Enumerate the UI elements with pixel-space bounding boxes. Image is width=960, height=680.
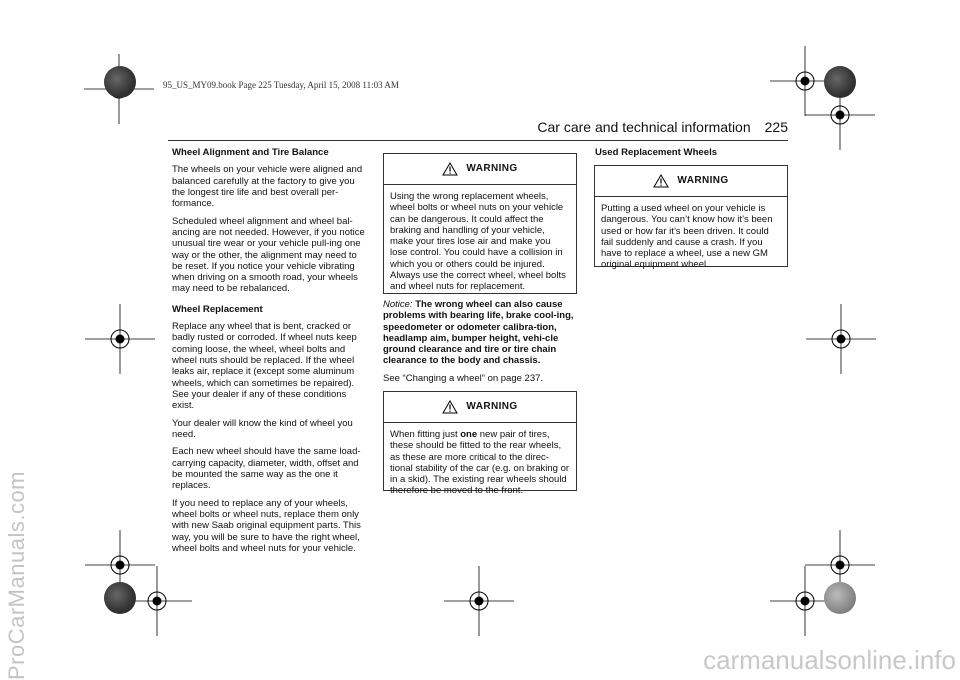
color-bar-dot-icon <box>104 66 136 98</box>
paragraph: Replace any wheel that is bent, cracked or badly rusted or corroded. If wheel nuts keep coming loose, the wheel, wheel bolts and wheel nuts should be replaced. If the wheel leaks air, replace it (except some aluminum wheels, which can sometimes be repaired). See your dealer if any of these conditions exist. <box>172 321 357 412</box>
warning-body: Putting a used wheel on your vehicle is dangerous. You can’t know how it’s been used or how far it’s been driven. It could fail suddenly and cause a crash. If you have to replace a wheel, use a new GM original equipment wheel. <box>601 203 773 271</box>
side-watermark: ProCarManuals.com <box>4 470 29 680</box>
warning-box-used-wheel <box>594 165 788 271</box>
registration-mark-icon <box>444 566 514 636</box>
column-3 <box>595 147 793 164</box>
warning-box-one-pair <box>383 391 577 497</box>
warning-body <box>384 423 576 502</box>
paragraph: Your dealer will know the kind of wheel you need. <box>172 417 353 440</box>
column-1 <box>172 147 370 560</box>
running-head <box>520 119 788 135</box>
registration-mark-icon <box>806 304 876 374</box>
notice-paragraph <box>383 299 583 367</box>
paragraph: Each new wheel should have the same load-carrying capacity, diameter, width, offset and be mounted the same way as the one it replaces. <box>172 446 361 492</box>
warning-body: Using the wrong replacement wheels, wheel bolts or wheel nuts on your vehicle can be dangerous. It could affect the braking and handling of your vehicle, make your tires lose air and make you lose control. You could have a collision in which you or others could be injured. Always use the correct wheel, wheel bolts and wheel nuts for replacement. <box>390 191 566 293</box>
warning-title: WARNING <box>677 175 729 187</box>
warning-title: WARNING <box>466 163 518 175</box>
header-rule <box>168 140 788 141</box>
file-slug: 95_US_MY09.book Page 225 Tuesday, April 15, 2008 11:03 AM <box>163 80 399 90</box>
paragraph: The wheels on your vehicle were aligned and balanced carefully at the factory to give you the longest tire life and best overall per-formance. <box>172 164 363 210</box>
warning-header <box>384 392 576 423</box>
registration-mark-icon <box>85 304 155 374</box>
page-number: 225 <box>764 119 788 135</box>
color-bar-dot-icon <box>824 66 856 98</box>
warning-triangle-icon <box>442 162 458 176</box>
notice-text: The wrong wheel can also cause problems with bearing life, brake cool-ing, speedometer or odometer calibra-tion, headlamp aim, bumper height, vehi-cle ground clearance and tire or tire chain clearance to the body and chassis. <box>383 299 574 367</box>
column-2-text <box>383 299 583 390</box>
paragraph: If you need to replace any of your wheels, wheel bolts or wheel nuts, replace them only with new Saab original equipment parts. This way, you will be sure to have the right wheel, wheel bolts and wheel nuts for your vehicle. <box>172 497 361 554</box>
heading-wheel-replacement: Wheel Replacement <box>172 303 263 315</box>
color-bar-dot-icon <box>104 582 136 614</box>
warning-text-emphasis: one <box>460 429 478 440</box>
warning-header <box>384 154 576 185</box>
bottom-watermark: carmanualsonline.info <box>703 645 956 675</box>
heading-used-wheels: Used Replacement Wheels <box>595 147 718 158</box>
warning-triangle-icon <box>653 174 669 188</box>
warning-text: new pair of tires, these should be fitted to the rear wheels, as these are more critical to the direc-tional stability of the car (e.g. on braking or in a skid). The existing rear wheels should therefore be moved to the front. <box>390 429 570 497</box>
color-bar-dot-icon <box>824 582 856 614</box>
section-title: Car care and technical information <box>537 119 751 135</box>
warning-text: When fitting just <box>390 429 461 440</box>
warning-triangle-icon <box>442 400 458 414</box>
notice-label: Notice: <box>383 299 413 310</box>
warning-box-wrong-wheels <box>383 153 577 294</box>
paragraph: Scheduled wheel alignment and wheel bal-ancing are not needed. However, if you notice unusual tire wear or your vehicle pull-ing one way or the other, the alignment may need to be reset. If you notice your vehicle vibrating when driving on a smooth road, your wheels may need to be rebalanced. <box>172 215 365 295</box>
warning-title: WARNING <box>466 401 518 413</box>
heading-wheel-alignment: Wheel Alignment and Tire Balance <box>172 147 329 158</box>
see-reference: See “Changing a wheel” on page 237. <box>383 372 544 384</box>
warning-header <box>595 166 787 197</box>
